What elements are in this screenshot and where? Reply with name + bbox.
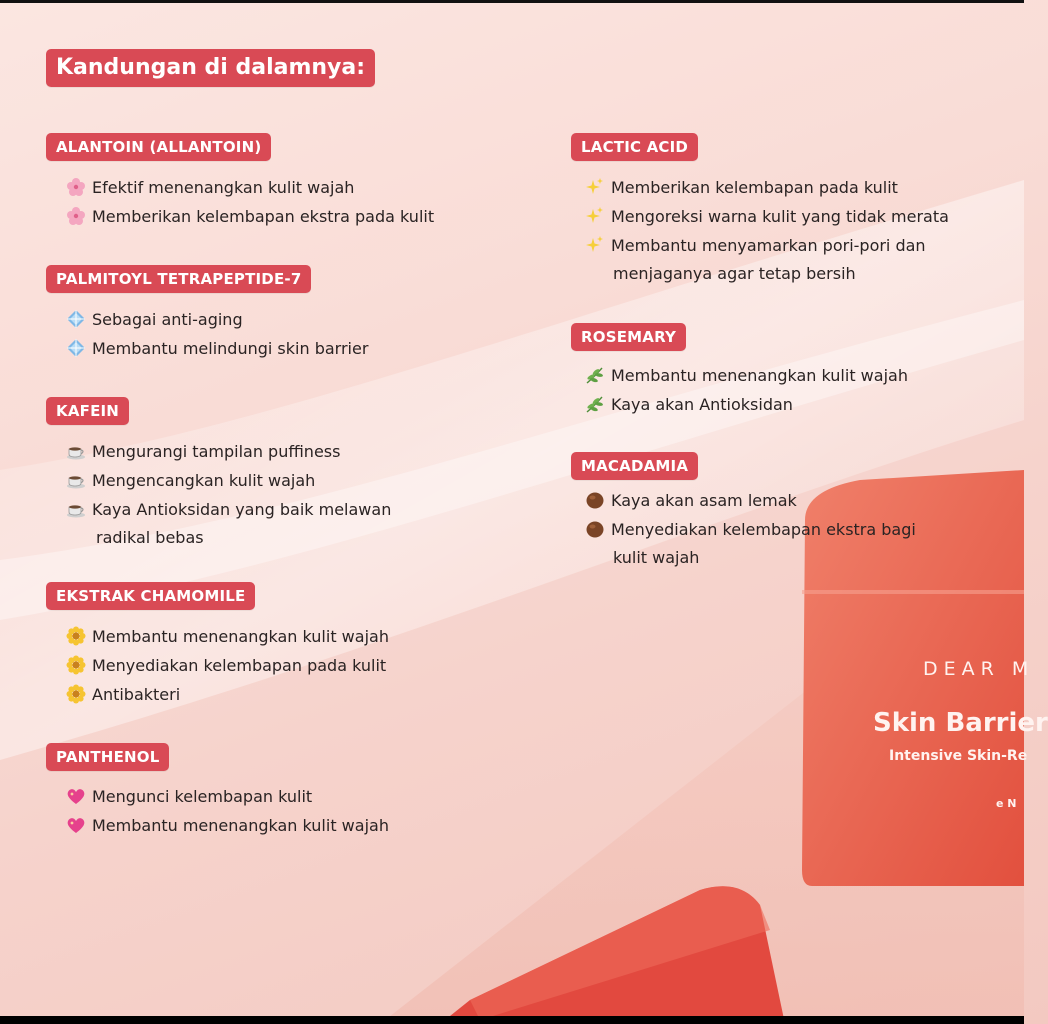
item-text: Sebagai anti-aging (92, 310, 243, 329)
item-text: Kaya Antioksidan yang baik melawan (92, 500, 392, 519)
list-item (585, 231, 926, 260)
list-item (66, 334, 368, 363)
item-text: Antibakteri (92, 685, 181, 704)
section-title-macadamia: MACADAMIA (571, 452, 698, 480)
list-item (66, 622, 389, 651)
item-text: Mengurangi tampilan puffiness (92, 442, 341, 461)
item-text: Menyediakan kelembapan pada kulit (92, 656, 387, 675)
list-item (66, 305, 243, 334)
cherry-blossom-icon (66, 177, 86, 197)
herb-leaf-icon (585, 365, 605, 385)
section-title-palmitoyl: PALMITOYL TETRAPEPTIDE-7 (46, 265, 311, 293)
item-text: Efektif menenangkan kulit wajah (92, 178, 355, 197)
list-item (66, 466, 315, 495)
product-name: Skin Barrier (873, 708, 1048, 738)
sparkles-icon (585, 206, 605, 226)
list-item (66, 173, 354, 202)
coffee-cup-icon (66, 441, 86, 461)
list-item (585, 361, 908, 390)
section-title-panthenol: PANTHENOL (46, 743, 169, 771)
item-text: Menyediakan kelembapan ekstra bagi (611, 520, 916, 539)
section-title-allantoin: ALANTOIN (ALLANTOIN) (46, 133, 271, 161)
item-continuation: radikal bebas (96, 528, 204, 547)
cherry-blossom-icon (66, 206, 86, 226)
item-text: Mengoreksi warna kulit yang tidak merata (611, 207, 949, 226)
item-text: Membantu menenangkan kulit wajah (611, 366, 908, 385)
list-item (66, 782, 312, 811)
item-text: Kaya akan Antioksidan (611, 395, 793, 414)
product-subtitle: Intensive Skin-Re (889, 748, 1028, 764)
list-item (585, 486, 797, 515)
list-item (66, 202, 434, 231)
item-continuation: menjaganya agar tetap bersih (613, 264, 856, 283)
item-text: Membantu menenangkan kulit wajah (92, 816, 389, 835)
item-text: Mengunci kelembapan kulit (92, 787, 313, 806)
item-text: Membantu menyamarkan pori-pori dan (611, 236, 926, 255)
product-mark: e N (996, 797, 1017, 810)
sunflower-icon (66, 626, 86, 646)
diamond-tile-icon (66, 338, 86, 358)
section-title-lactic-acid: LACTIC ACID (571, 133, 698, 161)
item-text: Membantu melindungi skin barrier (92, 339, 369, 358)
section-title-chamomile: EKSTRAK CHAMOMILE (46, 582, 255, 610)
list-item (66, 680, 180, 709)
diamond-tile-icon (66, 309, 86, 329)
page-title: Kandungan di dalamnya: (46, 49, 375, 87)
coffee-cup-icon (66, 499, 86, 519)
list-item (66, 651, 386, 680)
nut-icon (585, 519, 605, 539)
item-text: Mengencangkan kulit wajah (92, 471, 316, 490)
coffee-cup-icon (66, 470, 86, 490)
list-item (585, 515, 916, 544)
section-title-rosemary: ROSEMARY (571, 323, 686, 351)
herb-leaf-icon (585, 394, 605, 414)
sunflower-icon (66, 684, 86, 704)
sparkles-icon (585, 235, 605, 255)
list-item (585, 173, 898, 202)
list-item (585, 390, 793, 419)
sparkling-heart-icon (66, 815, 86, 835)
list-item (66, 811, 389, 840)
item-text: Membantu menenangkan kulit wajah (92, 627, 389, 646)
list-item (66, 437, 340, 466)
item-text: Memberikan kelembapan ekstra pada kulit (92, 207, 435, 226)
item-continuation: kulit wajah (613, 548, 700, 567)
section-title-kafein: KAFEIN (46, 397, 129, 425)
list-item (585, 202, 949, 231)
sunflower-icon (66, 655, 86, 675)
item-text: Kaya akan asam lemak (611, 491, 797, 510)
sparkles-icon (585, 177, 605, 197)
list-item (66, 495, 391, 524)
sparkling-heart-icon (66, 786, 86, 806)
product-brand: DEAR M (923, 658, 1035, 680)
nut-icon (585, 490, 605, 510)
item-text: Memberikan kelembapan pada kulit (611, 178, 898, 197)
